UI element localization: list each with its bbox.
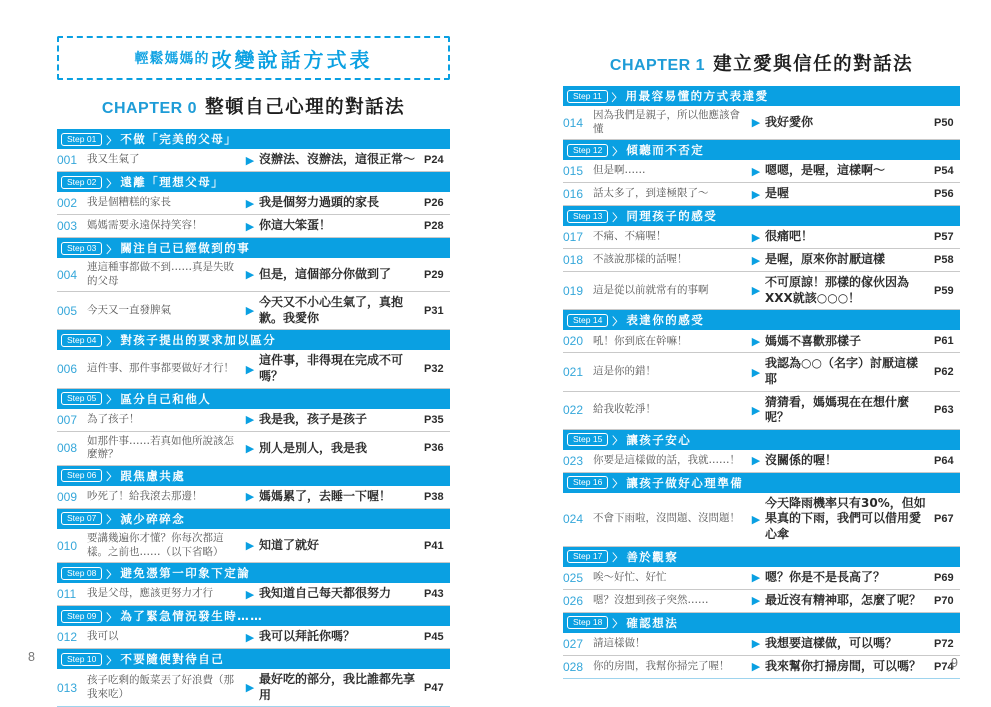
phrase-before: 我是父母，應該更努力才行	[87, 587, 213, 600]
toc-row	[563, 392, 960, 430]
table-title-banner	[57, 36, 450, 80]
toc-section	[57, 172, 450, 238]
arrow-right-icon: ▶	[751, 116, 761, 130]
chapter-heading-left	[57, 93, 450, 119]
arrow-right-icon: ▶	[245, 304, 255, 318]
phrase-after: 我想要這樣做，可以嗎？	[765, 635, 898, 650]
step-title: 不要隨便對待自己	[120, 652, 225, 667]
entry-number: 023	[563, 453, 584, 468]
step-badge: Step 12	[567, 144, 608, 157]
page-ref: P61	[934, 335, 954, 348]
step-header	[57, 563, 450, 583]
step-title: 遠離「理想父母」	[120, 175, 225, 189]
phrase-after: 我是我，孩子是孩子	[259, 411, 368, 426]
phrase-after: 我來幫你打掃房間，可以嗎？	[765, 658, 922, 673]
phrase-before: 話太多了，到達極限了～	[593, 187, 709, 200]
step-badge: Step 17	[567, 550, 608, 563]
arrow-right-icon: ▶	[245, 413, 255, 427]
step-badge: Step 13	[567, 210, 608, 223]
entry-number: 014	[563, 115, 584, 130]
step-title: 減少碎碎念	[120, 511, 186, 526]
phrase-before: 不會下雨啦，沒問題、沒問題！	[593, 512, 740, 525]
toc-section	[563, 140, 960, 206]
toc-row	[563, 590, 960, 613]
step-header	[563, 140, 960, 160]
step-title: 表達你的感受	[626, 313, 705, 328]
chevron-right-icon: 〉	[612, 619, 623, 631]
step-badge: Step 06	[61, 469, 102, 482]
phrase-after: 你這大笨蛋！	[259, 218, 332, 233]
phrase-after: 是喔	[765, 186, 790, 201]
step-header	[57, 389, 450, 409]
toc-section	[57, 509, 450, 563]
step-title: 關注自己已經做到的事	[120, 241, 251, 255]
entry-number: 019	[563, 283, 584, 298]
page-ref: P41	[424, 539, 444, 552]
phrase-before: 給我收乾淨！	[593, 403, 656, 416]
phrase-before: 吼！你到底在幹嘛！	[593, 334, 688, 347]
phrase-before: 你的房間，我幫你掃完了喔！	[593, 659, 730, 672]
phrase-after: 猜猜看，媽媽現在在想什麼呢？	[765, 394, 910, 425]
chevron-right-icon: 〉	[612, 146, 623, 158]
toc-row	[563, 633, 960, 656]
toc-left	[57, 129, 450, 707]
toc-section	[563, 86, 960, 140]
toc-row	[563, 450, 960, 473]
page-ref: P35	[424, 413, 444, 426]
step-badge: Step 11	[567, 90, 608, 103]
step-badge: Step 02	[61, 176, 102, 189]
phrase-after: 我是個努力過頭的家長	[259, 195, 380, 210]
step-header	[563, 547, 960, 567]
page-ref: P56	[934, 188, 954, 201]
entry-number: 022	[563, 403, 584, 418]
phrase-before: 請這樣做！	[593, 636, 646, 649]
step-header	[57, 238, 450, 258]
chapter-label: CHAPTER 1	[609, 57, 706, 74]
toc-row	[57, 350, 450, 388]
toc-row	[57, 409, 450, 432]
arrow-right-icon: ▶	[751, 403, 761, 417]
chevron-right-icon: 〉	[612, 316, 623, 328]
step-title: 讓孩子安心	[626, 432, 692, 447]
toc-row	[563, 106, 960, 140]
arrow-right-icon: ▶	[245, 587, 255, 601]
chevron-right-icon: 〉	[106, 612, 117, 624]
entry-number: 015	[563, 164, 584, 179]
step-badge: Step 15	[567, 433, 608, 446]
arrow-right-icon: ▶	[245, 268, 255, 282]
step-header	[563, 86, 960, 106]
phrase-after: 我可以拜託你嗎？	[259, 629, 356, 644]
entry-number: 009	[57, 489, 78, 504]
entry-number: 013	[57, 680, 78, 695]
phrase-before: 如那件事……若真如他所說該怎麼辦？	[87, 434, 234, 461]
phrase-before: 嗯？沒想到孩子突然……	[593, 593, 709, 606]
step-header	[57, 172, 450, 192]
entry-number: 004	[57, 267, 78, 282]
step-title: 讓孩子做好心理準備	[626, 475, 744, 490]
entry-number: 026	[563, 593, 584, 608]
entry-number: 001	[57, 153, 78, 167]
phrase-after: 不可原諒！那樣的傢伙因為XXX就該○○○！	[765, 275, 910, 305]
toc-row	[57, 192, 450, 215]
step-badge: Step 05	[61, 392, 102, 405]
step-badge: Step 01	[61, 133, 102, 146]
entry-number: 017	[563, 230, 584, 245]
toc-right	[563, 86, 960, 679]
phrase-before: 我可以	[87, 630, 119, 643]
phrase-after: 我好愛你	[765, 114, 814, 129]
entry-number: 011	[57, 587, 77, 602]
page-ref: P26	[424, 197, 444, 209]
arrow-right-icon: ▶	[751, 454, 761, 468]
phrase-after: 最近沒有精神耶，怎麼了呢？	[765, 592, 922, 607]
toc-section	[57, 563, 450, 606]
step-badge: Step 10	[61, 653, 102, 666]
arrow-right-icon: ▶	[245, 539, 255, 553]
phrase-before: 不該說那樣的話喔！	[593, 253, 688, 266]
toc-row	[57, 486, 450, 509]
toc-row	[57, 149, 450, 172]
step-badge: Step 16	[567, 476, 608, 489]
page-ref: P28	[424, 220, 444, 232]
entry-number: 007	[57, 412, 78, 427]
arrow-right-icon: ▶	[751, 637, 761, 651]
phrase-after: 我認為○○（名字）討厭這樣耶	[765, 356, 918, 387]
chevron-right-icon: 〉	[106, 135, 117, 147]
phrase-before: 這是你的錯！	[593, 365, 656, 378]
page-ref: P24	[424, 154, 444, 166]
step-header	[563, 310, 960, 330]
entry-number: 003	[57, 219, 78, 233]
step-header	[57, 330, 450, 350]
page-ref: P29	[424, 268, 444, 281]
toc-section	[57, 238, 450, 330]
phrase-after: 是喔，原來你討厭這樣	[765, 252, 886, 267]
page-ref: P62	[934, 366, 954, 379]
toc-row	[563, 183, 960, 206]
entry-number: 008	[57, 441, 78, 456]
entry-number: 002	[57, 196, 78, 210]
chevron-right-icon: 〉	[106, 336, 117, 348]
chapter-title: 整頓自己心理的對話法	[205, 97, 406, 118]
toc-section	[563, 430, 960, 473]
phrase-before: 這是從以前就常有的事啊	[593, 284, 709, 297]
entry-number: 024	[563, 512, 584, 527]
phrase-before: 但是啊……	[593, 164, 646, 177]
page-ref: P64	[934, 454, 954, 467]
step-title: 對孩子提出的要求加以區分	[120, 333, 277, 348]
banner-prefix: 輕鬆媽媽的	[134, 51, 210, 67]
toc-row	[57, 626, 450, 649]
page-ref: P69	[934, 571, 954, 584]
step-title: 同理孩子的感受	[626, 209, 718, 224]
step-title: 傾聽而不否定	[626, 143, 705, 158]
arrow-right-icon: ▶	[245, 362, 255, 376]
arrow-right-icon: ▶	[751, 660, 761, 674]
arrow-right-icon: ▶	[751, 164, 761, 178]
phrase-before: 我又生氣了	[87, 153, 140, 166]
page-number-right: 9	[951, 656, 958, 670]
toc-row	[563, 226, 960, 249]
phrase-after: 這件事，非得現在完成不可嗎？	[259, 353, 404, 384]
page-ref: P57	[934, 231, 954, 244]
phrase-before: 吵死了！給我滾去那邊！	[87, 490, 203, 503]
entry-number: 020	[563, 334, 584, 349]
step-title: 善於觀察	[626, 549, 679, 564]
phrase-after: 今天又不小心生氣了，真抱歉。我愛你	[259, 295, 404, 325]
toc-row	[57, 292, 450, 330]
page-ref: P67	[934, 513, 954, 526]
step-title: 確認想法	[626, 615, 679, 630]
chevron-right-icon: 〉	[106, 655, 117, 667]
arrow-right-icon: ▶	[245, 219, 255, 233]
page-ref: P36	[424, 442, 444, 455]
step-header	[57, 509, 450, 529]
step-header	[57, 649, 450, 669]
step-title: 區分自己和他人	[120, 391, 212, 406]
phrase-before: 為了孩子！	[87, 412, 140, 425]
step-header	[563, 613, 960, 633]
entry-number: 006	[57, 362, 78, 377]
page-right	[563, 50, 960, 679]
page-ref: P54	[934, 165, 954, 178]
chevron-right-icon: 〉	[612, 212, 623, 224]
page-ref: P74	[934, 660, 954, 673]
page-number-left: 8	[28, 650, 35, 664]
phrase-before: 孩子吃剩的飯菜丟了好浪費（那我來吃）	[87, 674, 234, 700]
step-title: 用最容易懂的方式表達愛	[625, 89, 769, 103]
phrase-after: 沒辦法、沒辦法，這很正常～	[259, 152, 416, 167]
toc-row	[57, 529, 450, 563]
chevron-right-icon: 〉	[106, 472, 117, 484]
page-ref: P58	[934, 254, 954, 267]
arrow-right-icon: ▶	[245, 441, 255, 455]
entry-number: 012	[57, 630, 78, 645]
toc-row	[57, 583, 450, 606]
chevron-right-icon: 〉	[106, 178, 117, 190]
page-ref: P31	[424, 304, 444, 317]
phrase-after: 嗯嗯，是喔，這樣啊～	[765, 163, 886, 178]
entry-number: 018	[563, 253, 584, 268]
toc-row	[563, 330, 960, 353]
step-badge: Step 03	[61, 242, 102, 255]
toc-row	[563, 493, 960, 547]
toc-section	[563, 547, 960, 613]
toc-section	[57, 330, 450, 388]
chapter-heading-right	[563, 50, 960, 76]
phrase-after: 知道了就好	[259, 537, 320, 552]
step-title: 跟焦慮共處	[120, 468, 186, 483]
page-ref: P63	[934, 404, 954, 417]
page-ref: P45	[424, 631, 444, 644]
page-ref: P59	[934, 284, 954, 297]
step-header	[57, 129, 450, 149]
chapter-title: 建立愛與信任的對話法	[713, 54, 914, 75]
phrase-after: 很痛吧！	[765, 229, 814, 244]
step-header	[563, 430, 960, 450]
chevron-right-icon: 〉	[612, 436, 623, 448]
phrase-before: 不痛、不痛喔！	[593, 230, 667, 243]
arrow-right-icon: ▶	[245, 153, 255, 167]
arrow-right-icon: ▶	[245, 490, 255, 504]
step-badge: Step 07	[61, 512, 102, 525]
phrase-after: 媽媽不喜歡那樣子	[765, 333, 862, 348]
phrase-after: 沒關係的喔！	[765, 453, 838, 468]
entry-number: 025	[563, 570, 584, 585]
arrow-right-icon: ▶	[751, 230, 761, 244]
chevron-right-icon: 〉	[106, 569, 117, 581]
toc-section	[57, 129, 450, 172]
chevron-right-icon: 〉	[612, 553, 623, 565]
phrase-after: 別人是別人，我是我	[259, 440, 368, 455]
phrase-before: 因為我們是親子，所以他應該會懂	[593, 109, 740, 135]
toc-row	[563, 656, 960, 679]
phrase-after: 我知道自己每天都很努力	[259, 586, 392, 601]
toc-row	[563, 567, 960, 590]
toc-row	[563, 249, 960, 272]
banner-title: 改變說話方式表	[211, 47, 373, 72]
step-title: 避免憑第一印象下定論	[120, 566, 251, 581]
toc-row	[57, 258, 450, 292]
phrase-before: 唉～好忙、好忙	[593, 570, 667, 583]
arrow-right-icon: ▶	[751, 365, 761, 379]
toc-section	[563, 473, 960, 547]
toc-section	[57, 389, 450, 466]
entry-number: 027	[563, 636, 584, 651]
phrase-after: 今天降雨機率只有30%，但如果真的下雨，我們可以借用愛心傘	[765, 495, 926, 542]
phrase-before: 媽媽需要永遠保持笑容！	[87, 219, 203, 232]
chevron-right-icon: 〉	[106, 515, 117, 527]
toc-section	[57, 466, 450, 509]
toc-section	[563, 206, 960, 310]
page-ref: P50	[934, 116, 954, 129]
toc-section	[563, 310, 960, 429]
step-header	[563, 473, 960, 493]
page-ref: P43	[424, 588, 444, 601]
step-header	[57, 606, 450, 626]
step-badge: Step 08	[61, 567, 102, 580]
chevron-right-icon: 〉	[106, 395, 117, 407]
phrase-before: 要講幾遍你才懂？你每次都這樣。之前也……（以下省略）	[87, 531, 224, 558]
page-ref: P72	[934, 637, 954, 650]
step-title: 不做「完美的父母」	[120, 132, 238, 146]
phrase-before: 這件事、那件事都要做好才行！	[87, 362, 234, 375]
arrow-right-icon: ▶	[245, 630, 255, 644]
phrase-before: 連這種事都做不到……真是失敗的父母	[87, 261, 234, 287]
arrow-right-icon: ▶	[245, 681, 255, 695]
step-badge: Step 09	[61, 610, 102, 623]
arrow-right-icon: ▶	[751, 284, 761, 298]
page-left	[57, 36, 450, 707]
toc-row	[563, 160, 960, 183]
toc-row	[57, 432, 450, 466]
arrow-right-icon: ▶	[751, 187, 761, 201]
chevron-right-icon: 〉	[106, 244, 117, 256]
page-ref: P38	[424, 490, 444, 503]
page-ref: P32	[424, 363, 444, 376]
chevron-right-icon: 〉	[611, 92, 622, 104]
entry-number: 005	[57, 303, 78, 318]
arrow-right-icon: ▶	[751, 253, 761, 267]
toc-section	[57, 606, 450, 649]
arrow-right-icon: ▶	[245, 196, 255, 210]
phrase-after: 最好吃的部分，我比誰都先享用	[259, 672, 416, 702]
entry-number: 010	[57, 538, 78, 553]
step-header	[563, 206, 960, 226]
chevron-right-icon: 〉	[612, 479, 623, 491]
phrase-before: 今天又一直發脾氣	[87, 304, 171, 317]
step-title: 為了緊急情況發生時……	[120, 609, 264, 624]
phrase-after: 但是，這個部分你做到了	[259, 266, 392, 281]
step-badge: Step 14	[567, 314, 608, 327]
arrow-right-icon: ▶	[751, 512, 761, 526]
entry-number: 016	[563, 187, 584, 202]
step-header	[57, 466, 450, 486]
entry-number: 028	[563, 659, 584, 674]
arrow-right-icon: ▶	[751, 594, 761, 608]
step-badge: Step 04	[61, 334, 102, 347]
toc-row	[563, 353, 960, 391]
arrow-right-icon: ▶	[751, 571, 761, 585]
toc-row	[57, 215, 450, 238]
phrase-after: 媽媽累了，去睡一下喔！	[259, 489, 392, 504]
entry-number: 021	[563, 365, 584, 380]
toc-row	[563, 272, 960, 310]
toc-section	[57, 649, 450, 707]
page-ref: P47	[424, 681, 444, 694]
page-ref: P70	[934, 594, 954, 607]
toc-row	[57, 669, 450, 707]
arrow-right-icon: ▶	[751, 334, 761, 348]
phrase-before: 我是個糟糕的家長	[87, 196, 171, 209]
step-badge: Step 18	[567, 616, 608, 629]
toc-section	[563, 613, 960, 679]
phrase-after: 嗯？你是不是長高了？	[765, 569, 886, 584]
phrase-before: 你要是這樣做的話，我就……！	[593, 454, 740, 467]
chapter-label: CHAPTER 0	[101, 100, 198, 117]
